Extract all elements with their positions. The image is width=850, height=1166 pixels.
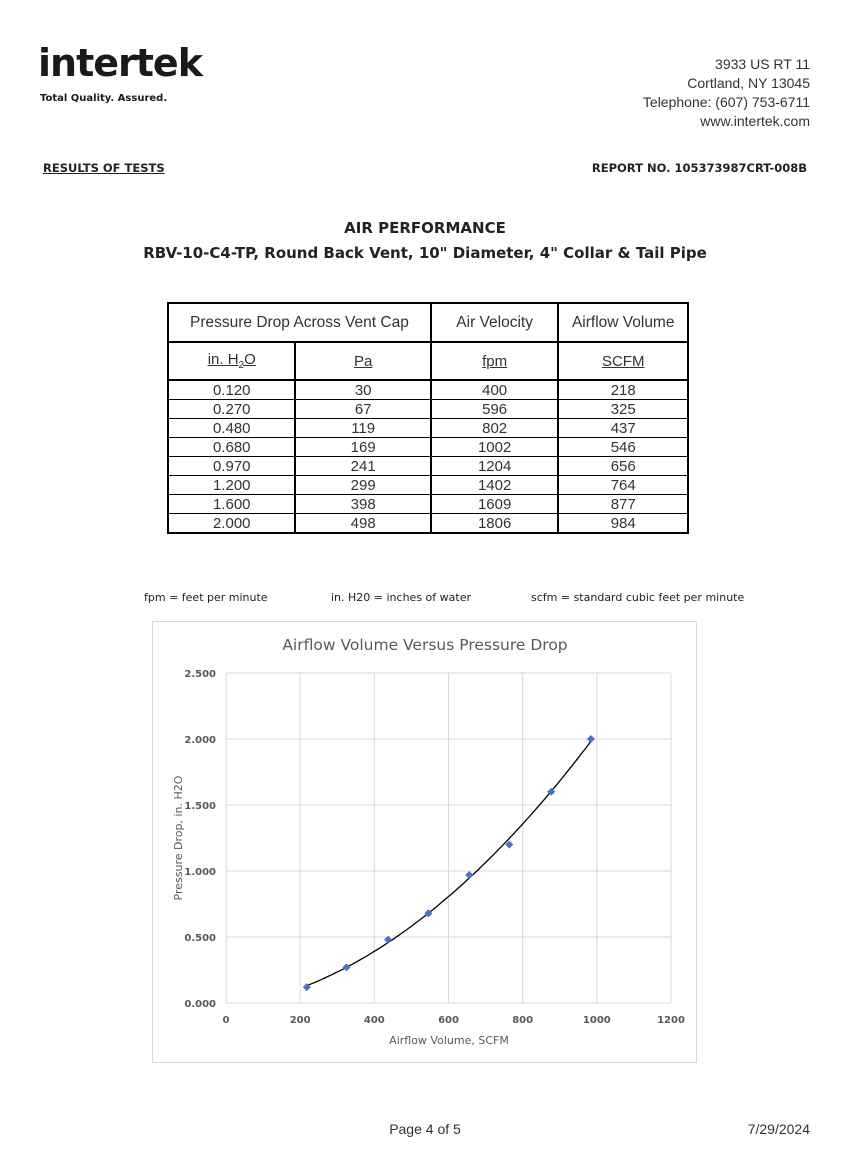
data-point: [343, 963, 351, 971]
page-title: AIR PERFORMANCE: [344, 219, 506, 237]
table-row: 0.480 119 802 437: [168, 419, 688, 438]
x-tick-label: 600: [438, 1015, 459, 1026]
unit-in-h2o: [168, 342, 295, 380]
unit-fpm: fpm: [431, 342, 559, 380]
x-tick-label: 400: [363, 1015, 385, 1026]
results-of-tests-label: RESULTS OF TESTS: [43, 161, 165, 175]
y-axis-ticks: [184, 669, 216, 1010]
airflow-pressure-chart: [153, 622, 696, 1062]
table-group-header-row: [168, 303, 688, 342]
y-tick-label: 2.000: [184, 735, 216, 746]
x-tick-label: 800: [512, 1015, 534, 1026]
data-point: [587, 735, 595, 743]
table-row: 0.270 67 596 325: [168, 400, 688, 419]
y-tick-label: 1.000: [184, 867, 216, 878]
y-tick-label: 0.500: [184, 933, 216, 944]
table-row: 0.120 30 400 218: [168, 380, 688, 400]
address-line-phone: Telephone: (607) 753-6711: [642, 94, 810, 110]
page-subtitle: RBV-10-C4-TP, Round Back Vent, 10" Diameter, 4" Collar & Tail Pipe: [143, 244, 707, 262]
report-number: REPORT NO. 105373987CRT-008B: [591, 161, 807, 175]
x-tick-label: 200: [289, 1015, 311, 1026]
table-row: 0.970 241 1204 656: [168, 457, 688, 476]
x-tick-label: 1000: [582, 1015, 611, 1026]
unit-in-h2o-label: in. $H_2O$: [207, 351, 256, 371]
y-axis-label: Pressure Drop, in. H2O: [172, 775, 185, 901]
y-tick-label: 0.000: [184, 999, 216, 1010]
intertek-logo: intertek: [38, 41, 202, 85]
air-performance-table: [167, 302, 689, 534]
note-scfm: scfm = standard cubic feet per minute: [531, 591, 745, 604]
header-air-velocity: Air Velocity: [431, 303, 559, 342]
y-tick-label: 2.500: [184, 669, 216, 680]
chart-grid: [226, 673, 671, 1003]
x-axis-ticks: [223, 1015, 685, 1026]
y-tick-label: 1.500: [184, 801, 216, 812]
unit-scfm: SCFM: [558, 342, 688, 380]
x-axis-label: Airflow Volume, SCFM: [389, 1034, 509, 1047]
header-airflow-volume: Airflow Volume: [558, 303, 688, 342]
table-row: 1.200 299 1402 764: [168, 476, 688, 495]
header-pressure-drop: Pressure Drop Across Vent Cap: [168, 303, 431, 342]
address-line-city: Cortland, NY 13045: [687, 75, 810, 91]
address-line-website[interactable]: www.intertek.com: [700, 113, 810, 129]
chart-title: Airflow Volume Versus Pressure Drop: [282, 636, 568, 654]
company-address: [643, 55, 810, 131]
address-line-street: 3933 US RT 11: [715, 56, 810, 72]
unit-pa: Pa: [295, 342, 430, 380]
table-row: 2.000 498 1806 984: [168, 514, 688, 534]
note-fpm: fpm = feet per minute: [144, 591, 268, 604]
table-row: 0.680 169 1002 546: [168, 438, 688, 457]
report-date: 7/29/2024: [747, 1121, 810, 1137]
x-tick-label: 0: [222, 1015, 230, 1026]
table-row: 1.600 398 1609 877: [168, 495, 688, 514]
data-point: [465, 871, 473, 879]
x-tick-label: 1200: [657, 1015, 685, 1026]
logo-tagline: Total Quality. Assured.: [40, 93, 168, 104]
table-unit-header-row: [168, 342, 688, 380]
page-number: Page 4 of 5: [389, 1121, 461, 1137]
note-in-h2o: in. H20 = inches of water: [331, 591, 471, 604]
chart-container: [152, 621, 697, 1063]
